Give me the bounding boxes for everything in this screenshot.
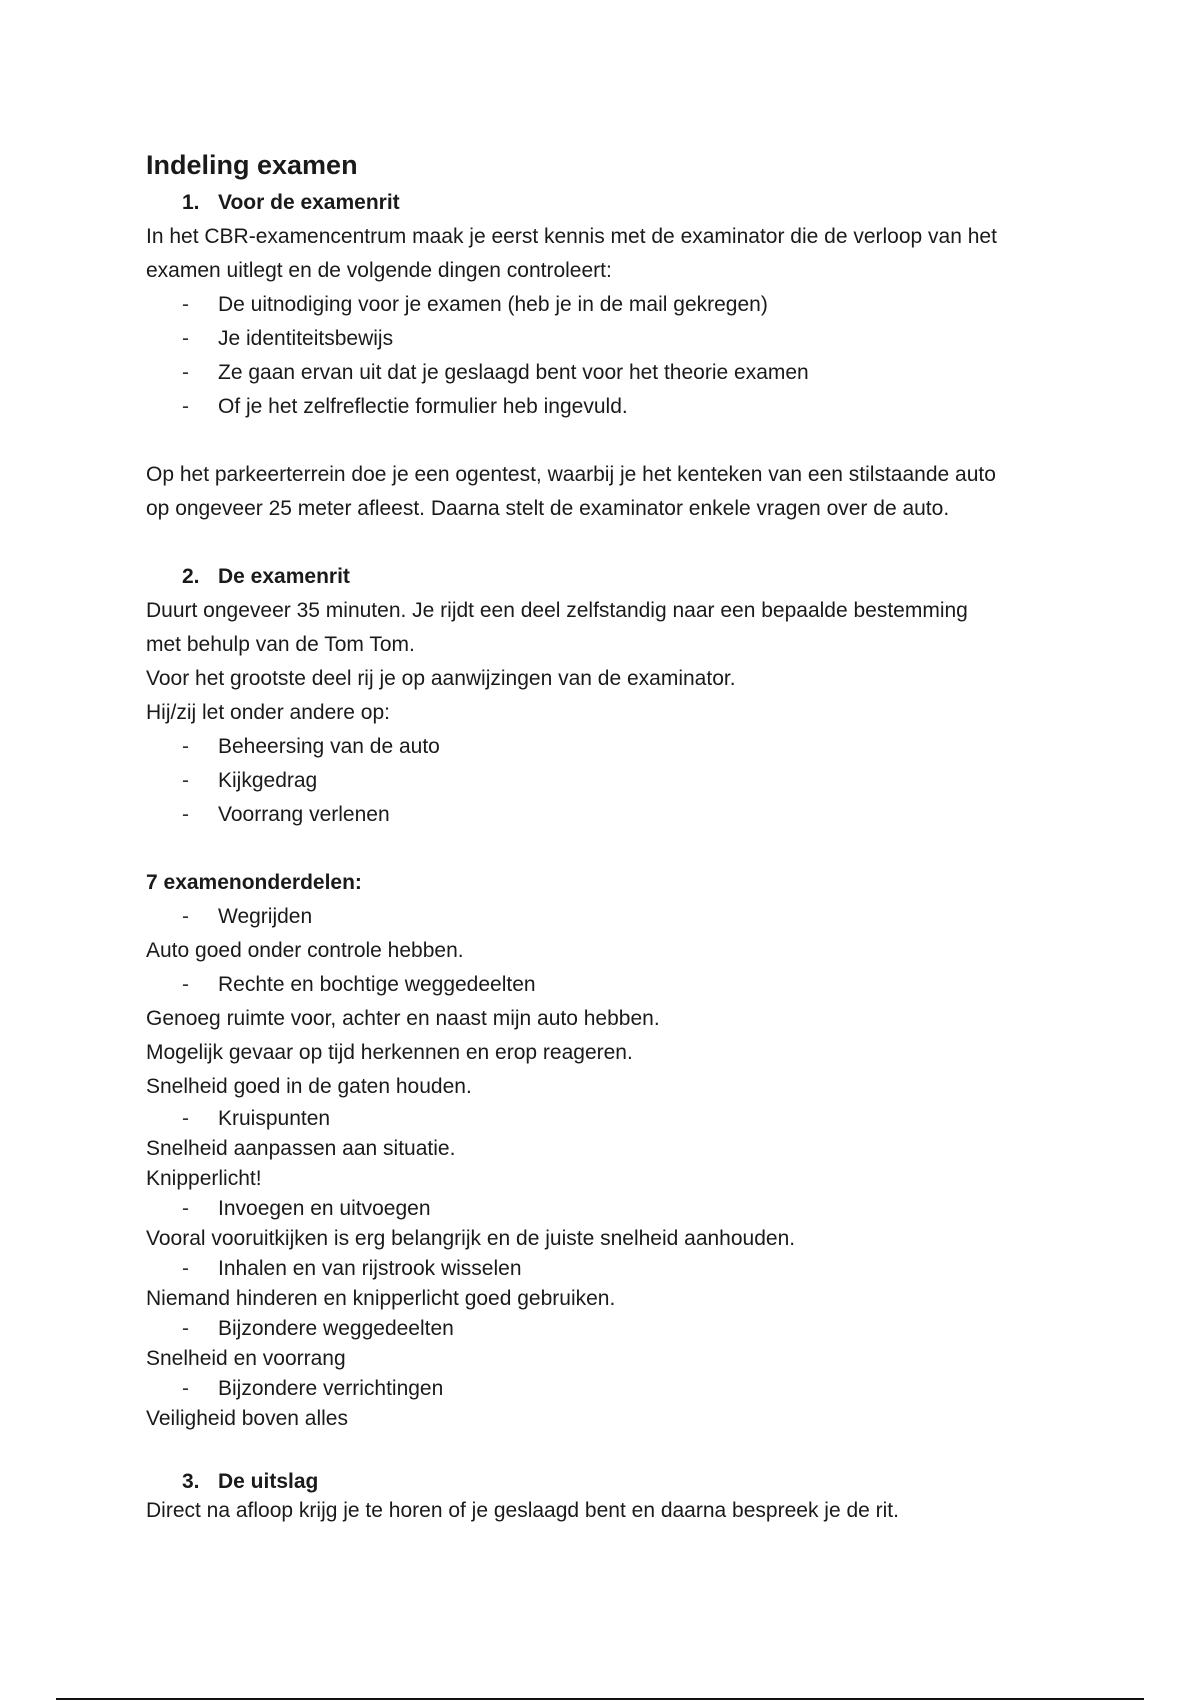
paragraph-line: met behulp van de Tom Tom. bbox=[146, 633, 415, 656]
paragraph-line: Duurt ongeveer 35 minuten. Je rijdt een deel zelfstandig naar een bepaalde bestemming bbox=[146, 599, 968, 622]
paragraph-line: Mogelijk gevaar op tijd herkennen en erop reageren. bbox=[146, 1041, 633, 1064]
list-item: - De uitnodiging voor je examen (heb je in de mail gekregen) bbox=[146, 288, 1076, 322]
section-heading-text: De examenrit bbox=[218, 565, 350, 588]
paragraph-line: In het CBR-examencentrum maak je eerst kennis met de examinator die de verloop van het bbox=[146, 225, 997, 248]
dash-bullet-icon: - bbox=[182, 1197, 189, 1220]
dash-bullet-icon: - bbox=[182, 395, 189, 418]
section-heading-text: Voor de examenrit bbox=[218, 191, 400, 214]
bullet-list bbox=[146, 900, 1076, 934]
section-number: 2. bbox=[182, 565, 200, 588]
list-item: - Wegrijden bbox=[146, 900, 1076, 934]
dash-bullet-icon: - bbox=[182, 327, 189, 350]
bullet-list bbox=[146, 1374, 1076, 1404]
list-item: - Of je het zelfreflectie formulier heb ingevuld. bbox=[146, 390, 1076, 424]
section-heading-de-uitslag bbox=[146, 1468, 1076, 1496]
dash-bullet-icon: - bbox=[182, 1257, 189, 1280]
paragraph-line: Veiligheid boven alles bbox=[146, 1407, 348, 1430]
list-item: - Beheersing van de auto bbox=[146, 730, 1076, 764]
paragraph-line: Snelheid goed in de gaten houden. bbox=[146, 1075, 472, 1098]
dash-bullet-icon: - bbox=[182, 293, 189, 316]
spacer bbox=[146, 1434, 1076, 1468]
section-heading-voor-de-examenrit bbox=[146, 186, 1076, 220]
list-item: - Kijkgedrag bbox=[146, 764, 1076, 798]
bullet-list bbox=[146, 1314, 1076, 1344]
paragraph-line: Snelheid en voorrang bbox=[146, 1347, 346, 1370]
parts-label: 7 examenonderdelen: bbox=[146, 871, 362, 894]
bullet-list bbox=[146, 1194, 1076, 1224]
page-title: Indeling examen bbox=[146, 150, 358, 180]
paragraph-line: Knipperlicht! bbox=[146, 1167, 262, 1190]
compact-block bbox=[146, 1104, 1076, 1434]
list-item: - Inhalen en van rijstrook wisselen bbox=[146, 1254, 1076, 1284]
section-number: 3. bbox=[182, 1470, 200, 1493]
spacer bbox=[146, 526, 1076, 560]
list-item: - Je identiteitsbewijs bbox=[146, 322, 1076, 356]
paragraph-line: Snelheid aanpassen aan situatie. bbox=[146, 1137, 456, 1160]
dash-bullet-icon: - bbox=[182, 1107, 189, 1130]
paragraph-line: Genoeg ruimte voor, achter en naast mijn auto hebben. bbox=[146, 1007, 660, 1030]
dash-bullet-icon: - bbox=[182, 769, 189, 792]
paragraph-line: examen uitlegt en de volgende dingen controleert: bbox=[146, 259, 612, 282]
list-item: - Invoegen en uitvoegen bbox=[146, 1194, 1076, 1224]
dash-bullet-icon: - bbox=[182, 973, 189, 996]
dash-bullet-icon: - bbox=[182, 361, 189, 384]
dash-bullet-icon: - bbox=[182, 735, 189, 758]
paragraph-line: Voor het grootste deel rij je op aanwijzingen van de examinator. bbox=[146, 667, 736, 690]
list-item: - Voorrang verlenen bbox=[146, 798, 1076, 832]
document-page bbox=[146, 148, 1076, 1526]
dash-bullet-icon: - bbox=[182, 1317, 189, 1340]
bullet-list bbox=[146, 1254, 1076, 1284]
list-item: - Ze gaan ervan uit dat je geslaagd bent voor het theorie examen bbox=[146, 356, 1076, 390]
paragraph-line: op ongeveer 25 meter afleest. Daarna stelt de examinator enkele vragen over de auto. bbox=[146, 497, 950, 520]
section-heading-de-examenrit bbox=[146, 560, 1076, 594]
paragraph-line: Direct na afloop krijg je te horen of je geslaagd bent en daarna bespreek je de rit. bbox=[146, 1499, 899, 1522]
list-item: - Bijzondere verrichtingen bbox=[146, 1374, 1076, 1404]
dash-bullet-icon: - bbox=[182, 1377, 189, 1400]
paragraph-line: Auto goed onder controle hebben. bbox=[146, 939, 464, 962]
section-number: 1. bbox=[182, 191, 200, 214]
paragraph-line: Niemand hinderen en knipperlicht goed gebruiken. bbox=[146, 1287, 616, 1310]
bullet-list bbox=[146, 968, 1076, 1002]
dash-bullet-icon: - bbox=[182, 803, 189, 826]
paragraph-line: Vooral vooruitkijken is erg belangrijk en de juiste snelheid aanhouden. bbox=[146, 1227, 796, 1250]
section-heading-text: De uitslag bbox=[218, 1470, 319, 1493]
list-item: - Rechte en bochtige weggedeelten bbox=[146, 968, 1076, 1002]
dash-bullet-icon: - bbox=[182, 905, 189, 928]
bullet-list bbox=[146, 1104, 1076, 1134]
spacer bbox=[146, 832, 1076, 866]
bullet-list bbox=[146, 730, 1076, 832]
list-item: - Kruispunten bbox=[146, 1104, 1076, 1134]
bullet-list bbox=[146, 288, 1076, 424]
list-item: - Bijzondere weggedeelten bbox=[146, 1314, 1076, 1344]
spacer bbox=[146, 424, 1076, 458]
paragraph-line: Hij/zij let onder andere op: bbox=[146, 701, 390, 724]
paragraph-line: Op het parkeerterrein doe je een ogentest, waarbij je het kenteken van een stilstaande auto bbox=[146, 463, 996, 486]
